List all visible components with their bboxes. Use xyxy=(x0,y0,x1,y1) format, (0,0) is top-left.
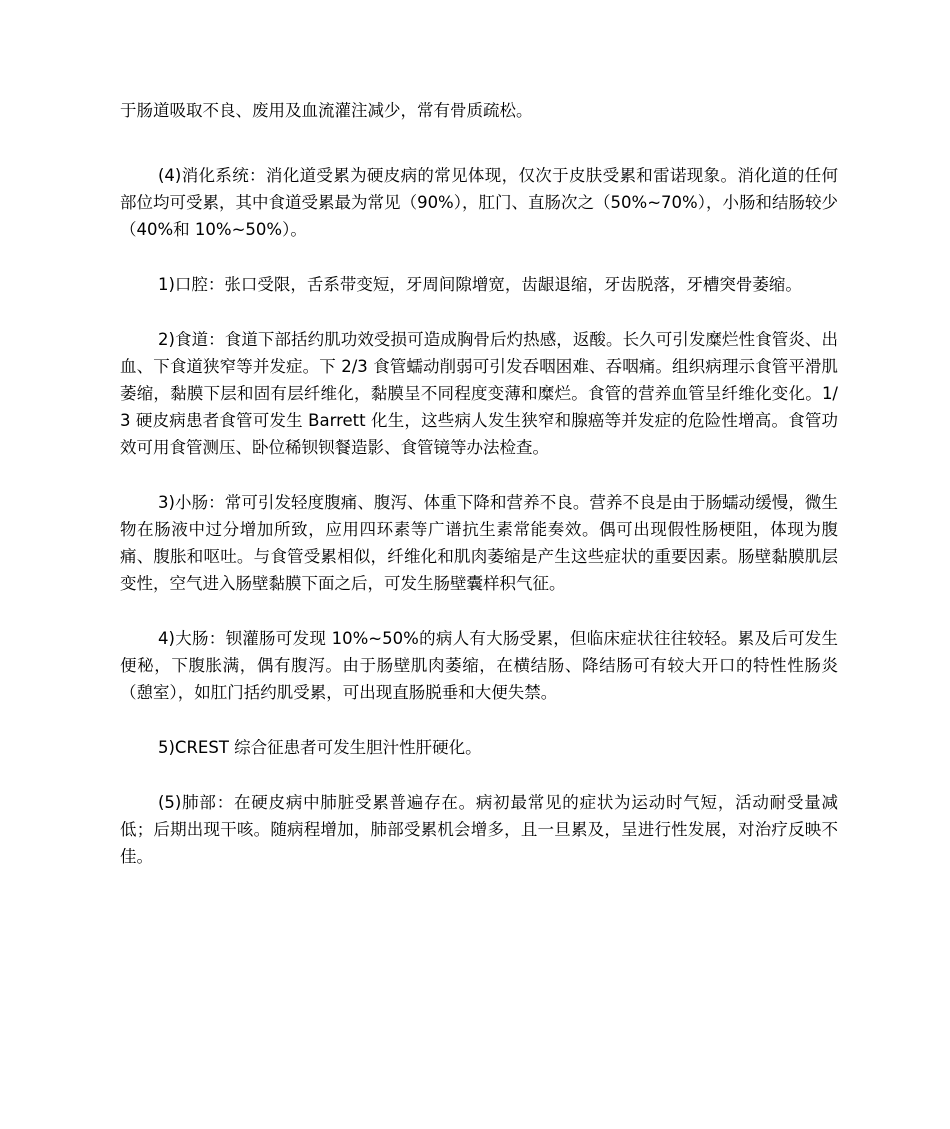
paragraph-small-intestine: 3)小肠：常可引发轻度腹痛、腹泻、体重下降和营养不良。营养不良是由于肠蠕动缓慢，微生物在肠液中过分增加所致，应用四环素等广谱抗生素常能奏效。偶可出现假性肠梗阻，体现为腹痛、腹胀和呕吐。与食管受累相似，纤维化和肌肉萎缩是产生这些症状的重要因素。肠壁黏膜肌层变性，空气进入肠壁黏膜下面之后，可发生肠壁囊样积气征。 xyxy=(120,493,838,593)
paragraph-continuation: 于肠道吸取不良、废用及血流灌注减少，常有骨质疏松。 xyxy=(120,101,533,120)
paragraph-oral-cavity: 1)口腔：张口受限，舌系带变短，牙周间隙增宽，齿龈退缩，牙齿脱落，牙槽突骨萎缩。 xyxy=(158,275,802,294)
paragraph-lungs: (5)肺部：在硬皮病中肺脏受累普遍存在。病初最常见的症状为运动时气短，活动耐受量减低；后期出现干咳。随病程增加，肺部受累机会增多，且一旦累及，呈进行性发展，对治疗反映不佳。 xyxy=(120,793,838,866)
paragraph-large-intestine: 4)大肠：钡灌肠可发现 10%~50%的病人有大肠受累，但临床症状往往较轻。累及后可发生便秘，下腹胀满，偶有腹泻。由于肠壁肌肉萎缩，在横结肠、降结肠可有较大开口的特性性肠炎（憩室），如肛门括约肌受累，可出现直肠脱垂和大便失禁。 xyxy=(120,629,838,702)
paragraph-crest-syndrome: 5)CREST 综合征患者可发生胆汁性肝硬化。 xyxy=(158,738,482,757)
paragraph-esophagus: 2)食道：食道下部括约肌功效受损可造成胸骨后灼热感，返酸。长久可引发糜烂性食管炎、出血、下食道狭窄等并发症。下 2/3 食管蠕动削弱可引发吞咽困难、吞咽痛。组织病理示食管平滑肌萎缩，黏膜下层和固有层纤维化，黏膜呈不同程度变薄和糜烂。食管的营养血管呈纤维化变化。1/3 硬皮病患者食管可发生 Barrett 化生，这些病人发生狭窄和腺癌等并发症的危险性增高。食管功效可用食管测压、卧位稀钡钡餐造影、食管镜等办法检查。 xyxy=(120,330,838,457)
paragraph-digestive-system: (4)消化系统：消化道受累为硬皮病的常见体现，仅次于皮肤受累和雷诺现象。消化道的任何部位均可受累，其中食道受累最为常见（90%），肛门、直肠次之（50%~70%），小肠和结肠较少（40%和 10%~50%）。 xyxy=(120,166,838,239)
